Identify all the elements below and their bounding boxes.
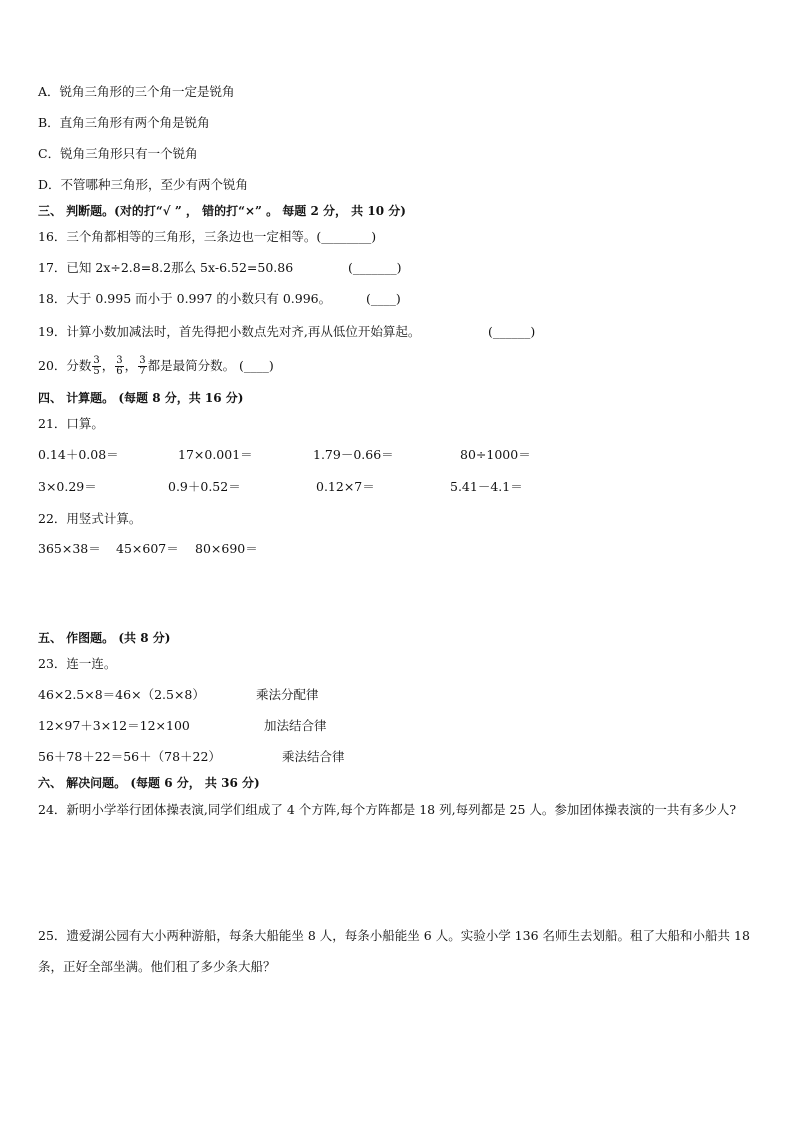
question-17-blank: (_______) [348,260,402,275]
match-right-2: 加法结合律 [264,718,327,733]
question-24: 24．新明小学举行团体操表演,同学们组成了 4 个方阵,每个方阵都是 18 列,每列都是 25 人。参加团体操表演的一共有多少人? [38,802,737,817]
mental-calc-1-2: 17×0.001＝ [178,447,253,462]
vertical-calc-2: 45×607＝ [116,541,179,556]
question-17: 17．已知 2x÷2.8=8.2那么 5x-6.52=50.86 [38,260,294,275]
mental-calc-2-1: 3×0.29＝ [38,479,97,494]
question-18-blank: (____) [366,291,401,306]
section-6-title: 六、 解决问题。 (每题 6 分， 共 36 分) [38,776,260,790]
question-23: 23．连一连。 [38,656,117,671]
question-20-suffix: 都是最简分数。 (____) [147,358,274,373]
section-3-title: 三、 判断题。(对的打“√ ” ， 错的打“×” 。 每题 2 分， 共 10 分) [38,204,406,218]
question-21: 21．口算。 [38,416,104,431]
option-b: B．直角三角形有两个角是锐角 [38,115,210,130]
question-25: 25．遗爱湖公园有大小两种游船，每条大船能坐 8 人，每条小船能坐 6 人。实验小学 136 名师生去划船。租了大船和小船共 18 条，正好全部坐满。他们租了多少条大船？ [38,928,750,974]
option-c: C．锐角三角形只有一个锐角 [38,146,198,161]
fraction-3-denominator: 7 [139,366,146,377]
fraction-separator-1: ， [101,358,115,373]
mental-calc-2-2: 0.9＋0.52＝ [168,479,241,494]
question-19-blank: (______) [488,324,536,339]
section-4-title: 四、 计算题。 (每题 8 分，共 16 分) [38,391,244,405]
question-16: 16．三个角都相等的三角形，三条边也一定相等。(________) [38,229,377,244]
mental-calc-1-1: 0.14＋0.08＝ [38,447,119,462]
question-18: 18．大于 0.995 而小于 0.997 的小数只有 0.996。 [38,291,332,306]
match-right-3: 乘法结合律 [282,749,345,764]
question-19: 19．计算小数加减法时，首先得把小数点先对齐,再从低位开始算起。 [38,324,421,339]
question-20-prefix: 20．分数 [38,358,92,373]
fraction-1-numerator: 3 [93,355,100,366]
mental-calc-1-4: 80÷1000＝ [460,447,531,462]
fraction-separator-2: ， [124,358,138,373]
option-d: D．不管哪种三角形，至少有两个锐角 [38,177,249,192]
fraction-3-numerator: 3 [139,355,146,366]
mental-calc-2-3: 0.12×7＝ [316,479,375,494]
section-5-title: 五、 作图题。 (共 8 分) [38,631,171,645]
fraction-1-denominator: 5 [93,366,100,377]
vertical-calc-1: 365×38＝ [38,541,101,556]
fraction-3 [138,356,146,377]
vertical-calc-3: 80×690＝ [195,541,258,556]
question-20 [38,352,274,380]
fraction-1 [92,356,100,377]
match-left-2: 12×97＋3×12＝12×100 [38,718,190,733]
mental-calc-2-4: 5.41－4.1＝ [450,479,523,494]
match-right-1: 乘法分配律 [256,687,319,702]
option-a: A．锐角三角形的三个角一定是锐角 [38,84,235,99]
question-22: 22．用竖式计算。 [38,511,142,526]
fraction-2-numerator: 3 [116,355,123,366]
match-left-3: 56＋78＋22＝56＋（78＋22） [38,749,221,764]
fraction-2-denominator: 6 [116,366,123,377]
mental-calc-1-3: 1.79－0.66＝ [313,447,394,462]
match-left-1: 46×2.5×8＝46×（2.5×8） [38,687,205,702]
fraction-2 [115,356,123,377]
